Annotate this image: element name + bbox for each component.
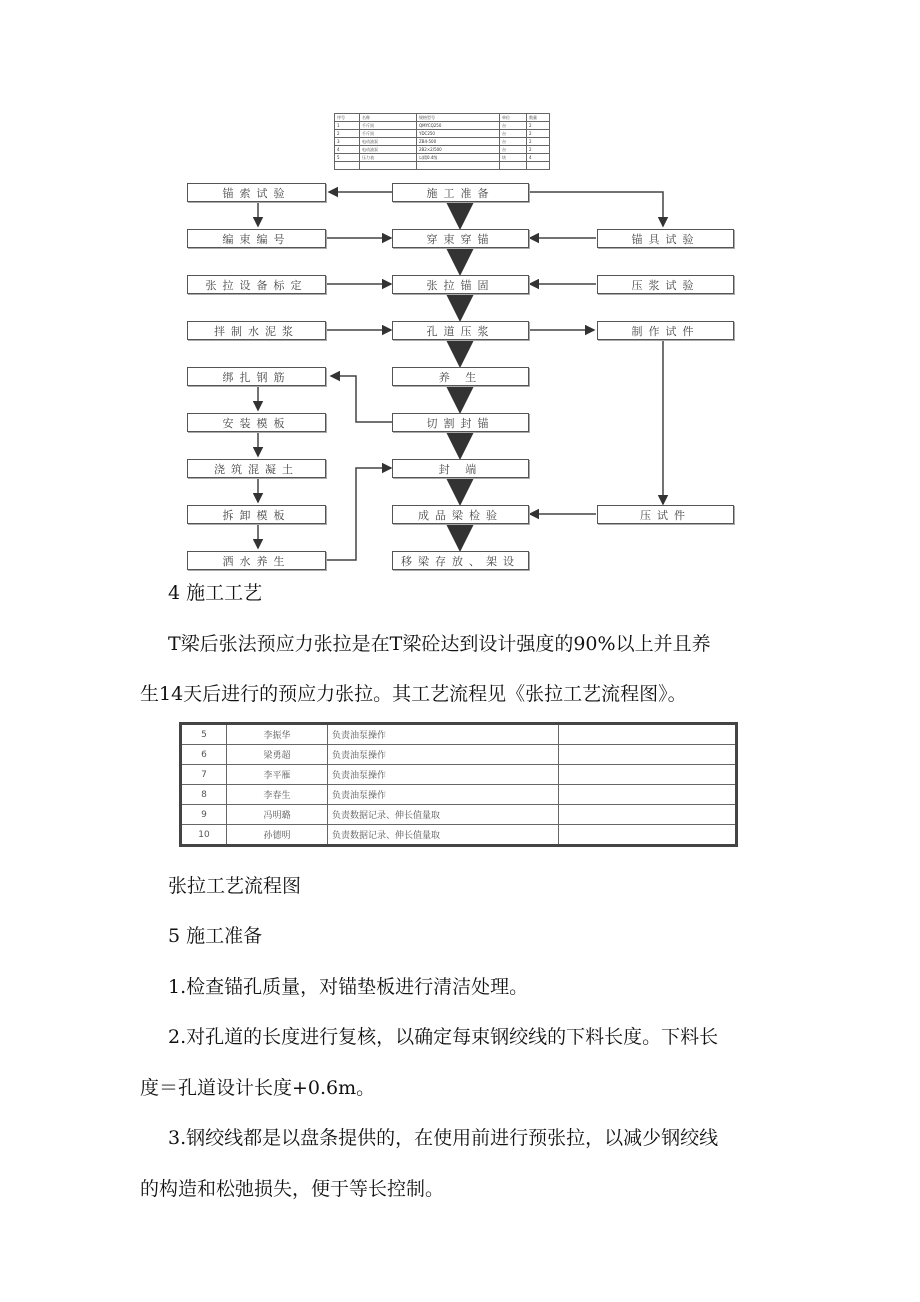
table-cell: 以精0.4级 <box>417 154 500 162</box>
table-cell: 台 <box>500 146 527 154</box>
flow-box-left: 张拉设备标定 <box>187 275 326 294</box>
flow-box-center: 孔道压浆 <box>392 321 529 340</box>
table-cell: ZB4-500 <box>417 138 500 146</box>
table-cell: 负责油泵操作 <box>328 785 559 805</box>
section-heading: 4 施工工艺 <box>168 582 263 604</box>
table-cell: 5 <box>335 154 360 162</box>
table-cell: 数量 <box>527 114 550 122</box>
table-row <box>181 765 737 785</box>
table-cell: 压力表 <box>360 154 417 162</box>
table-cell: 8 <box>181 785 227 805</box>
table-cell: 10 <box>181 825 227 846</box>
table-cell: 9 <box>181 805 227 825</box>
flow-box-center: 张拉锚固 <box>392 275 529 294</box>
table-cell: 负责油泵操作 <box>328 745 559 765</box>
paragraph-line: 3.钢绞线都是以盘条提供的，在使用前进行预张拉，以减少钢绞线 <box>168 1127 719 1149</box>
table-cell: 台 <box>500 130 527 138</box>
flow-box-center: 施工准备 <box>392 183 529 202</box>
table-cell: 台 <box>500 122 527 130</box>
flow-box-center: 养 生 <box>392 367 529 386</box>
table-cell: 2 <box>527 138 550 146</box>
flow-box-right: 压试件 <box>597 505 734 524</box>
table-cell: 6 <box>181 745 227 765</box>
table-cell: 1 <box>335 122 360 130</box>
paragraph-line: 度＝孔道设计长度+0.6m。 <box>140 1077 376 1099</box>
flow-box-left: 拆卸模板 <box>187 505 326 524</box>
table-cell: 7 <box>181 765 227 785</box>
table-cell <box>559 765 737 785</box>
table-cell: 2 <box>527 130 550 138</box>
table-cell: 负责数据记录、伸长值量取 <box>328 805 559 825</box>
paragraph-line: 生14天后进行的预应力张拉。其工艺流程见《张拉工艺流程图》。 <box>140 683 687 705</box>
flow-box-right: 制作试件 <box>597 321 734 340</box>
table-cell: 千斤顶 <box>360 130 417 138</box>
personnel-table <box>179 722 738 847</box>
table-cell: 2 <box>527 146 550 154</box>
flow-box-left: 拌制水泥浆 <box>187 321 326 340</box>
table-cell: 孙德明 <box>227 825 328 846</box>
flow-box-center: 成品梁检验 <box>392 505 529 524</box>
table-cell: YDC250 <box>417 130 500 138</box>
flow-box-left: 锚索试验 <box>187 183 326 202</box>
table-cell: 2 <box>527 122 550 130</box>
table-cell: 4 <box>527 154 550 162</box>
table-cell: 负责油泵操作 <box>328 765 559 785</box>
flow-box-center: 封 端 <box>392 459 529 478</box>
table-cell: 李平雁 <box>227 765 328 785</box>
table-row <box>181 805 737 825</box>
table-cell <box>559 805 737 825</box>
table-cell: 负责油泵操作 <box>328 724 559 745</box>
flow-box-left: 浇筑混凝土 <box>187 459 326 478</box>
table-cell: 4 <box>335 146 360 154</box>
paragraph-line: 的构造和松弛损失，便于等长控制。 <box>140 1178 445 1200</box>
table-cell: 单位 <box>500 114 527 122</box>
paragraph-line: 2.对孔道的长度进行复核，以确定每束钢绞线的下料长度。下料长 <box>168 1026 719 1048</box>
table-cell: 名称 <box>360 114 417 122</box>
table-cell <box>559 785 737 805</box>
table-cell: 负责数据记录、伸长值量取 <box>328 825 559 846</box>
flow-box-left: 安装模板 <box>187 413 326 432</box>
flow-box-left: 绑扎钢筋 <box>187 367 326 386</box>
flow-box-center: 移梁存放、架设 <box>392 551 529 570</box>
table-cell: 冯明璐 <box>227 805 328 825</box>
table-cell: 李春生 <box>227 785 328 805</box>
section-heading: 5 施工准备 <box>168 925 263 947</box>
table-row <box>181 785 737 805</box>
figure-caption: 张拉工艺流程图 <box>168 875 302 897</box>
flow-box-right: 压浆试验 <box>597 275 734 294</box>
table-cell: 梁勇超 <box>227 745 328 765</box>
table-row <box>181 724 737 745</box>
table-row <box>181 745 737 765</box>
table-cell: 李振华 <box>227 724 328 745</box>
table-cell: 块 <box>500 154 527 162</box>
table-cell: 5 <box>181 724 227 745</box>
table-row <box>181 825 737 846</box>
table-cell: 2 <box>335 130 360 138</box>
table-cell: 电动油泵 <box>360 146 417 154</box>
table-cell: 序号 <box>335 114 360 122</box>
table-cell <box>559 825 737 846</box>
list-item: 1.检查锚孔质量，对锚垫板进行清洁处理。 <box>168 976 529 998</box>
flow-box-right: 锚具试验 <box>597 229 734 248</box>
table-cell: 2B2×2/500 <box>417 146 500 154</box>
table-cell: QMYCQ250 <box>417 122 500 130</box>
table-cell <box>559 724 737 745</box>
table-cell: 电动油泵 <box>360 138 417 146</box>
flow-box-center: 穿束穿锚 <box>392 229 529 248</box>
table-cell: 台 <box>500 138 527 146</box>
table-cell: 3 <box>335 138 360 146</box>
table-cell: 规格型号 <box>417 114 500 122</box>
flow-box-center: 切割封锚 <box>392 413 529 432</box>
paragraph-line: T梁后张法预应力张拉是在T梁砼达到设计强度的90%以上并且养 <box>168 633 711 655</box>
flow-box-left: 洒水养生 <box>187 551 326 570</box>
table-cell: 千斤顶 <box>360 122 417 130</box>
table-cell <box>559 745 737 765</box>
flow-box-left: 编束编号 <box>187 229 326 248</box>
